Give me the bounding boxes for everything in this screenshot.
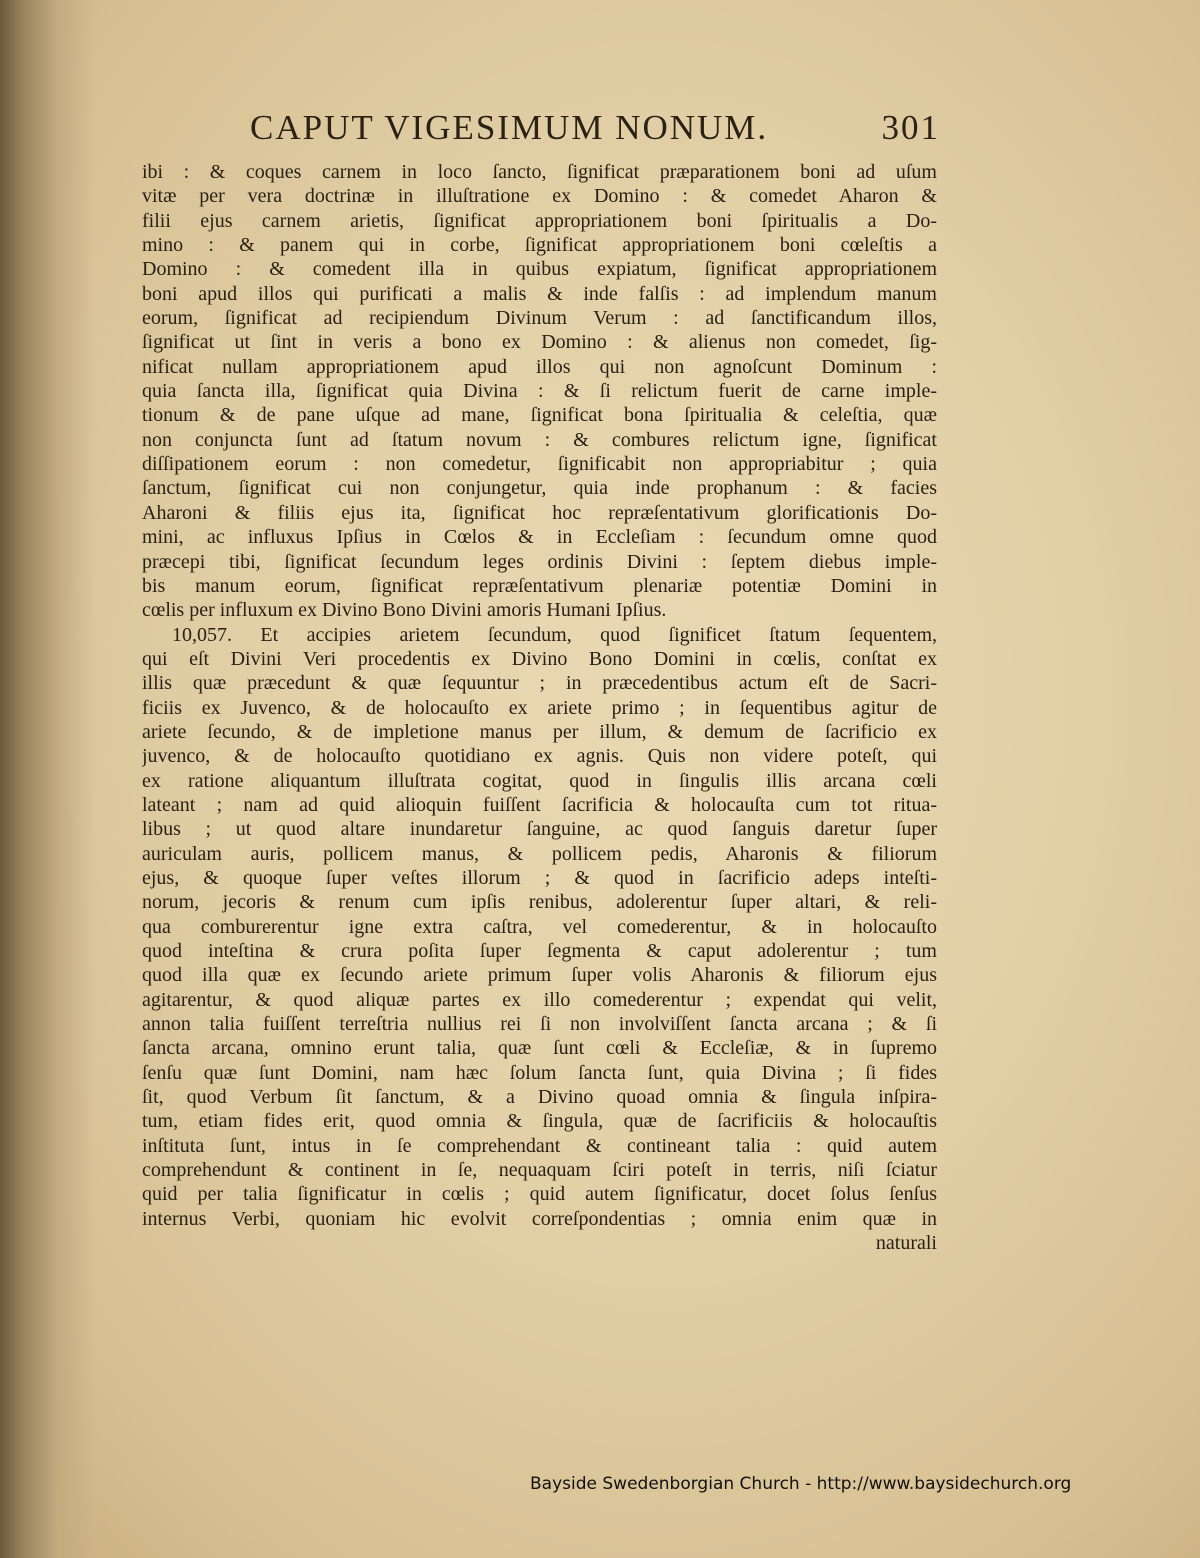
text-line: vitæ per vera doctrinæ in illuſtratione ex Domino : & comedet Aharon & [142,185,937,208]
text-line: Aharoni & filiis ejus ita, ſignificat hoc repræſentativum glorificationis Do- [142,501,937,524]
text-line: mino : & panem qui in corbe, ſignificat appropriationem boni cœleſtis a [142,234,937,257]
text-line: qui eſt Divini Veri procedentis ex Divino Bono Domini in cœlis, conſtat ex [142,647,937,670]
text-line: Domino : & comedent illa in quibus expiatum, ſignificat appropriationem [142,258,937,281]
text-line: quod inteſtina & crura poſita ſuper ſegmenta & caput adolerentur ; tum [142,940,937,962]
text-line: nificat nullam appropriationem apud illos qui non agnoſcunt Dominum : [142,355,937,378]
text-line: annon talia fuiſſent terreſtria nullius rei ſi non involviſſent ſancta arcana ; & ſi [142,1013,937,1036]
text-line: non conjuncta ſunt ad ſtatum novum : & combures relictum igne, ſignificat [142,428,937,451]
page-number: 301 [881,108,940,147]
text-line-paragraph-end: cœlis per influxum ex Divino Bono Divini amoris Humani Ipſius. [142,599,667,622]
text-line: mini, ac influxus Ipſius in Cœlos & in Eccleſiam : ſecundum omne quod [142,526,937,549]
footer-credit: Bayside Swedenborgian Church - http://www.baysidechurch.org [530,1474,1072,1494]
text-line: ſancta arcana, omnino erunt talia, quæ ſunt cœli & Eccleſiæ, & in ſupremo [142,1037,937,1060]
text-line: ibi : & coques carnem in loco ſancto, ſignificat præparationem boni ad uſum [142,161,937,183]
text-line: ex ratione aliquantum illuſtrata cogitat, quod in ſingulis illis arcana cœli [142,769,937,792]
text-line: boni apud illos qui purificati a malis & inde falſis : ad implendum manum [142,282,937,305]
text-line: ſignificat ut ſint in veris a bono ex Domino : & alienus non comedet, ſig- [142,331,937,354]
text-line: auriculam auris, pollicem manus, & pollicem pedis, Aharonis & filiorum [142,842,937,865]
text-line: lateant ; nam ad quid alioquin fuiſſent ſacrificia & holocauſta cum tot ritua- [142,793,937,816]
text-line: ariete ſecundo, & de impletione manus per illum, & demum de ſacrificio ex [142,720,937,743]
body-text [142,160,937,1255]
text-line: internus Verbi, quoniam hic evolvit correſpondentias ; omnia enim quæ in [142,1207,937,1230]
text-line: tum, etiam fides erit, quod omnia & ſingula, quæ de ſacrificiis & holocauſtis [142,1110,937,1133]
text-line: agitarentur, & quod aliquæ partes ex illo comederentur ; expendat qui velit, [142,988,937,1011]
text-line: libus ; ut quod altare inundaretur ſanguine, ac quod ſanguis daretur ſuper [142,818,937,841]
running-head: CAPUT VIGESIMUM NONUM. [250,108,769,147]
text-line: ſenſu quæ ſunt Domini, nam hæc ſolum ſancta ſunt, quia Divina ; ſi fides [142,1061,937,1084]
text-line: tionum & de pane uſque ad mane, ſignificat bona ſpiritualia & celeſtia, quæ [142,404,937,427]
text-line: quia ſancta illa, ſignificat quia Divina : & ſi relictum fuerit de carne imple- [142,380,937,403]
text-line-paragraph-start: 10,057. Et accipies arietem ſecundum, quod ſignificet ſtatum ſequentem, [172,623,937,646]
text-line: bis manum eorum, ſignificat repræſentativum plenariæ potentiæ Domini in [142,574,937,597]
text-line: ſanctum, ſignificat cui non conjungetur, quia inde prophanum : & facies [142,477,937,500]
text-line: quod illa quæ ex ſecundo ariete primum ſuper volis Aharonis & filiorum ejus [142,964,937,987]
text-line: illis quæ præcedunt & quæ ſequuntur ; in præcedentibus actum eſt de Sacri- [142,672,937,695]
text-line: ejus, & quoque ſuper veſtes illorum ; & quod in ſacrificio adeps inteſti- [142,866,937,889]
text-line: quid per talia ſignificatur in cœlis ; quid autem ſignificatur, docet ſolus ſenſus [142,1183,937,1206]
text-line: diſſipationem eorum : non comedetur, ſignificabit non appropriabitur ; quia [142,453,937,476]
gutter-shadow [0,0,95,1558]
catchword: naturali [875,1232,937,1255]
text-line: ficiis ex Juvenco, & de holocauſto ex ariete primo ; in ſequentibus agitur de [142,696,937,719]
text-line: præcepi tibi, ſignificat ſecundum leges ordinis Divini : ſeptem diebus imple- [142,550,937,573]
text-line: eorum, ſignificat ad recipiendum Divinum Verum : ad ſanctificandum illos, [142,307,937,330]
text-line: norum, jecoris & renum cum ipſis renibus, adolerentur ſuper altari, & reli- [142,891,937,914]
text-line: qua comburerentur igne extra caſtra, vel comederentur, & in holocauſto [142,915,937,938]
text-line: ſit, quod Verbum ſit ſanctum, & a Divino quoad omnia & ſingula inſpira- [142,1086,937,1109]
text-line: juvenco, & de holocauſto quotidiano ex agnis. Quis non videre poteſt, qui [142,745,937,768]
text-line: comprehendunt & continent in ſe, nequaquam ſciri poteſt in terris, niſi ſciatur [142,1159,937,1182]
text-line: inſtituta ſunt, intus in ſe comprehendant & contineant talia : quid autem [142,1134,937,1157]
page-header [250,108,940,158]
text-line: filii ejus carnem arietis, ſignificat appropriationem boni ſpiritualis a Do- [142,209,937,232]
